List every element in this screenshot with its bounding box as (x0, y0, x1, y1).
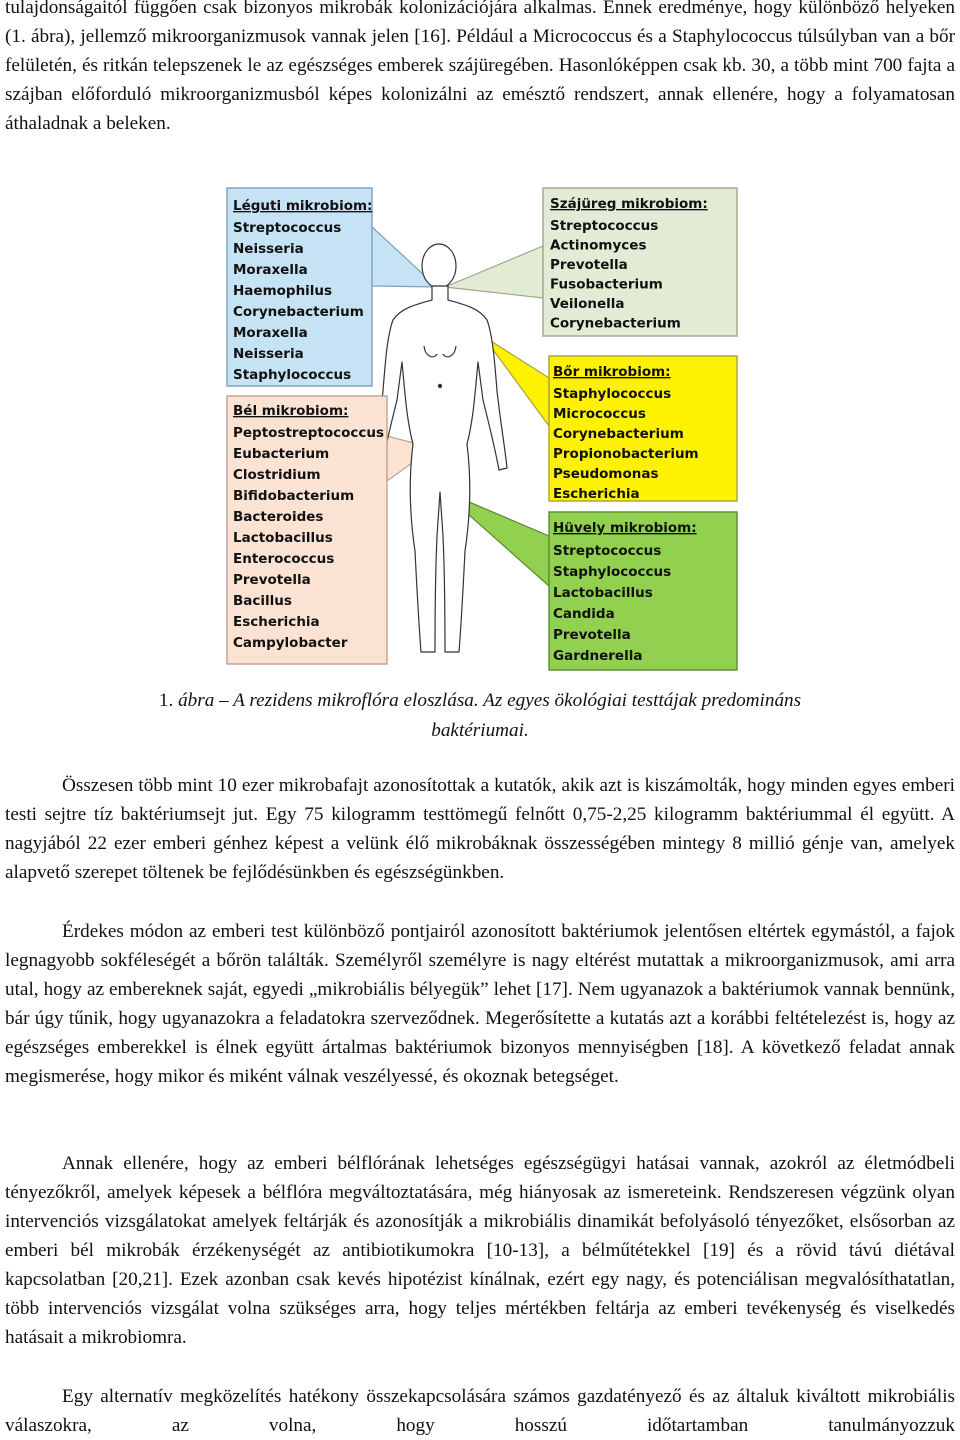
bor-item: Corynebacterium (553, 426, 684, 442)
body-paragraph: Összesen több mint 10 ezer mikrobafajt azonosítottak a kutatók, akik azt is kiszámolták, hogy minden egyes emberi testi sejtre tíz baktériumsejt jut. Egy 75 kilogramm testtömegű felnőtt 0,75-2,25 kilogramm baktériummal él együtt. A nagyjából 22 ezer emberi génhez képest a velünk élő mikrobáknak összességében mintegy 8 millió génje van, amelyek alapvető szerepet töltenek be fejlődésünkben és egészségünkben. (5, 775, 955, 883)
microbiome-figure (221, 186, 741, 671)
huvely-item: Staphylococcus (553, 564, 672, 580)
huvely-item: Prevotella (553, 627, 631, 643)
body-paragraph: Egy alternatív megközelítés hatékony összekapcsolására számos gazdatényező és az általuk kiváltott mikrobiális válaszokra, az volna, hogy hosszú időtartamban tanulmányozzuk (5, 1386, 955, 1436)
bel-item: Peptostreptococcus (233, 425, 385, 441)
leguti-item: Staphylococcus (233, 367, 352, 383)
leguti-item: Corynebacterium (233, 304, 364, 320)
body-paragraph: Annak ellenére, hogy az emberi bélflórának lehetséges egészségügyi hatásai vannak, azokról az életmódbeli tényezőkről, amelyek képesek a bélflóra megváltoztatására, még hiányosak az ismereteink. Rendszeresen végzünk olyan intervenciós vizsgálatokat amelyek feltárják és azonosítják a mikrobiális dinamikát befolyásoló tényezőket, elsősorban az emberi bél mikrobák érzékenységét az antibiotikumokra [10-13], a bélműtétekkel [19] és a rövid távú diétával kapcsolatban [20,21]. Ezek azonban csak kevés hipotézist kínálnak, ezért egy nagy, és potenciálisan megvalósíthatatlan, több intervenciós vizsgálat volna szükséges arra, hogy teljes mértékben feltárja az emberi tevékenység és viselkedés hatásait a mikrobiomra. (5, 1153, 955, 1348)
bel-item: Bacteroides (233, 509, 324, 525)
body-paragraph: Érdekes módon az emberi test különböző pontjairól azonosított baktériumok jelentősen eltértek egymástól, a fajok legnagyobb sokféleségét a bőrön találták. Személyről személyre is nagy eltérést mutattak a mikroorganizmusok, ami arra utal, hogy az embereknek saját, egyedi „mikrobiális bélyegük” lehet [17]. Nem ugyanazok a baktériumok vannak bennünk, bár úgy tűnik, hogy ugyanazokra a feladatokra szerveződnek. Megerősítette a kutatás azt a korábbi feltételezést is, hogy az egészséges emberekkel is élnek együtt ártalmas baktériumok bizonyos mennyiségben [18]. A következő feladat annak megismerése, hogy mikor és miként válnak veszélyessé, és okoznak betegséget. (5, 921, 955, 1087)
bor-item: Escherichia (553, 486, 640, 502)
bel-item: Eubacterium (233, 446, 330, 462)
bel-item: Bacillus (233, 593, 292, 609)
bor-item: Propionobacterium (553, 446, 699, 462)
figure-caption (0, 686, 960, 716)
top-paragraph: tulajdonságaitól függően csak bizonyos mikrobák kolonizációjára alkalmas. Ennek eredménye, hogy különböző helyeken (1. ábra), jellemző mikroorganizmusok vannak jelen [16]. Például a Micrococcus és a Staphylococcus túlsúlyban van a bőr felületén, és ritkán telepszenek le az egészséges emberek szájüregében. Hasonlóképpen csak kb. 30, a több mint 700 fajta a szájban előforduló mikroorganizmusból képes kolonizálni az emésztő rendszert, annak ellenére, hogy a folyamatosan áthaladnak a beleken. (5, 0, 955, 134)
bel-item: Clostridium (233, 467, 321, 483)
bor-title: Bőr mikrobiom: (553, 364, 671, 380)
bel-item: Bifidobacterium (233, 488, 355, 504)
leguti-item: Streptococcus (233, 220, 342, 236)
bel-item: Escherichia (233, 614, 320, 630)
caption-label: ábra (178, 690, 215, 711)
bel-item: Campylobacter (233, 635, 348, 651)
bel-title: Bél mikrobiom: (233, 403, 349, 419)
bor-item: Staphylococcus (553, 386, 672, 402)
huvely-item: Lactobacillus (553, 585, 653, 601)
bel-item: Prevotella (233, 572, 311, 588)
leguti-item: Moraxella (233, 325, 308, 341)
leguti-title: Léguti mikrobiom: (233, 198, 373, 214)
szajureg-item: Streptococcus (550, 218, 659, 234)
szajureg-item: Corynebacterium (550, 315, 681, 332)
szajureg-title: Szájüreg mikrobiom: (550, 196, 708, 212)
caption-number: 1. (158, 690, 174, 711)
leguti-item: Neisseria (233, 241, 304, 257)
caption-text-line1: A rezidens mikroflóra eloszlása. Az egyes ökológiai testtájak predomináns (233, 690, 802, 711)
leguti-item: Neisseria (233, 346, 304, 362)
figure-caption-line2: baktériumai. (431, 720, 529, 741)
szajureg-item: Fusobacterium (550, 276, 663, 293)
szajureg-item: Veilonella (550, 296, 625, 312)
bor-item: Pseudomonas (553, 466, 659, 482)
caption-dash: – (219, 690, 229, 711)
szajureg-item: Actinomyces (550, 237, 647, 254)
bel-item: Lactobacillus (233, 530, 333, 546)
szajureg-callout-arrow (445, 246, 543, 298)
leguti-item: Moraxella (233, 262, 308, 278)
bor-item: Micrococcus (553, 406, 646, 422)
huvely-title: Hüvely mikrobiom: (553, 520, 697, 536)
leguti-item: Haemophilus (233, 283, 333, 299)
szajureg-item: Prevotella (550, 257, 628, 273)
bel-item: Enterococcus (233, 551, 335, 567)
huvely-item: Candida (553, 606, 615, 622)
huvely-item: Gardnerella (553, 648, 643, 664)
huvely-item: Streptococcus (553, 543, 662, 559)
